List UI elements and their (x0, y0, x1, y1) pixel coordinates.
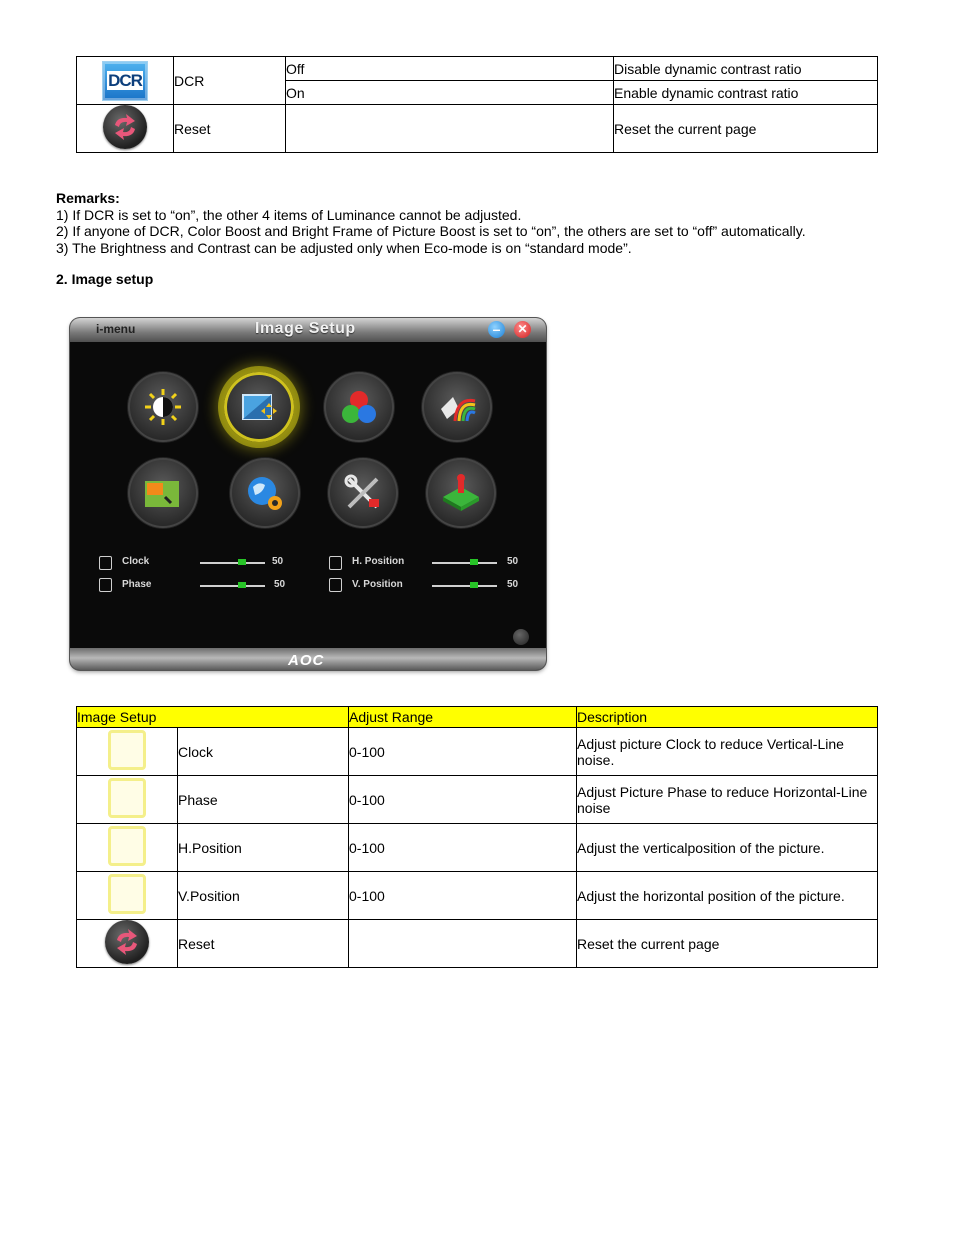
osd-reset-icon[interactable] (513, 629, 529, 645)
row-description: Reset the current page (577, 920, 878, 968)
remark-item: 3) The Brightness and Contrast can be adjusted only when Eco-mode is on “standard mode”. (56, 239, 632, 256)
image-setup-table (76, 706, 878, 968)
osd-menu-label: i-menu (96, 322, 136, 336)
h-position-icon (108, 826, 146, 866)
osd-phase-value: 50 (274, 579, 286, 590)
close-button[interactable]: ✕ (514, 321, 531, 338)
osd-title: Image Setup (255, 320, 356, 337)
v-position-slider-knob[interactable] (470, 582, 478, 588)
phase-slider[interactable] (200, 585, 265, 587)
reset-icon (103, 105, 147, 149)
image-setup-icon[interactable] (224, 372, 294, 442)
clock-icon-cell (77, 728, 178, 776)
osd-clock-label: Clock (122, 556, 150, 567)
dcr-icon: DCR (102, 61, 148, 101)
osd-h-position-value: 50 (507, 556, 519, 567)
picture-boost-icon[interactable] (422, 372, 492, 442)
v-position-small-icon (329, 578, 342, 592)
row-range: 0-100 (349, 824, 577, 872)
v-position-icon-cell (77, 872, 178, 920)
header-adjust-range: Adjust Range (349, 707, 577, 728)
reset-icon-cell (77, 105, 174, 153)
v-position-slider[interactable] (432, 585, 497, 587)
reset-label: Reset (174, 105, 286, 153)
tools-icon[interactable] (328, 458, 398, 528)
h-position-slider[interactable] (432, 562, 497, 564)
row-description: Adjust the verticalposition of the picture. (577, 824, 878, 872)
row-name: V.Position (178, 872, 349, 920)
minimize-button[interactable]: – (488, 321, 505, 338)
reset-value (286, 105, 614, 153)
dcr-icon-cell (77, 57, 174, 105)
remarks-heading: Remarks: (56, 190, 120, 206)
row-name: Phase (178, 776, 349, 824)
row-name: Clock (178, 728, 349, 776)
v-position-icon (108, 874, 146, 914)
dcr-off-description: Disable dynamic contrast ratio (614, 57, 878, 81)
section-title: 2. Image setup (56, 271, 154, 287)
row-description: Adjust Picture Phase to reduce Horizontal-Line noise (577, 776, 878, 824)
osd-image-setup-panel (70, 318, 546, 670)
row-range: 0-100 (349, 776, 577, 824)
clock-slider[interactable] (200, 562, 265, 564)
brightness-icon[interactable] (128, 372, 198, 442)
h-position-small-icon (329, 556, 342, 570)
reset-icon-cell (77, 920, 178, 968)
reset-icon (105, 920, 149, 964)
row-range: 0-100 (349, 872, 577, 920)
remarks (56, 190, 916, 256)
h-position-slider-knob[interactable] (470, 559, 478, 565)
color-icon[interactable] (324, 372, 394, 442)
phase-icon-cell (77, 776, 178, 824)
clock-icon (108, 730, 146, 770)
dcr-off-value: Off (286, 57, 614, 81)
osd-phase-label: Phase (122, 579, 152, 590)
extra-icon[interactable] (230, 458, 300, 528)
osd-setup-icon[interactable] (128, 458, 198, 528)
row-range: 0-100 (349, 728, 577, 776)
row-description: Adjust the horizontal position of the picture. (577, 872, 878, 920)
row-name: Reset (178, 920, 349, 968)
brand-logo: AOC (288, 652, 325, 669)
phase-icon (108, 778, 146, 818)
h-position-icon-cell (77, 824, 178, 872)
phase-slider-knob[interactable] (238, 582, 246, 588)
row-name: H.Position (178, 824, 349, 872)
row-description: Adjust picture Clock to reduce Vertical-Line noise. (577, 728, 878, 776)
clock-small-icon (99, 556, 112, 570)
dcr-on-value: On (286, 81, 614, 105)
reset-description: Reset the current page (614, 105, 878, 153)
remark-item: 1) If DCR is set to “on”, the other 4 items of Luminance cannot be adjusted. (56, 206, 522, 223)
osd-v-position-label: V. Position (352, 579, 403, 590)
osd-clock-value: 50 (272, 556, 284, 567)
luminance-table (76, 56, 878, 153)
remark-item: 2) If anyone of DCR, Color Boost and Bright Frame of Picture Boost is set to “on”, the others are set to “off” automatically. (56, 223, 806, 239)
phase-small-icon (99, 578, 112, 592)
exit-icon[interactable] (426, 458, 496, 528)
header-description: Description (577, 707, 878, 728)
header-image-setup: Image Setup (77, 707, 349, 728)
row-range (349, 920, 577, 968)
dcr-on-description: Enable dynamic contrast ratio (614, 81, 878, 105)
clock-slider-knob[interactable] (238, 559, 246, 565)
dcr-label: DCR (174, 57, 286, 105)
osd-v-position-value: 50 (507, 579, 519, 590)
osd-h-position-label: H. Position (352, 556, 405, 567)
